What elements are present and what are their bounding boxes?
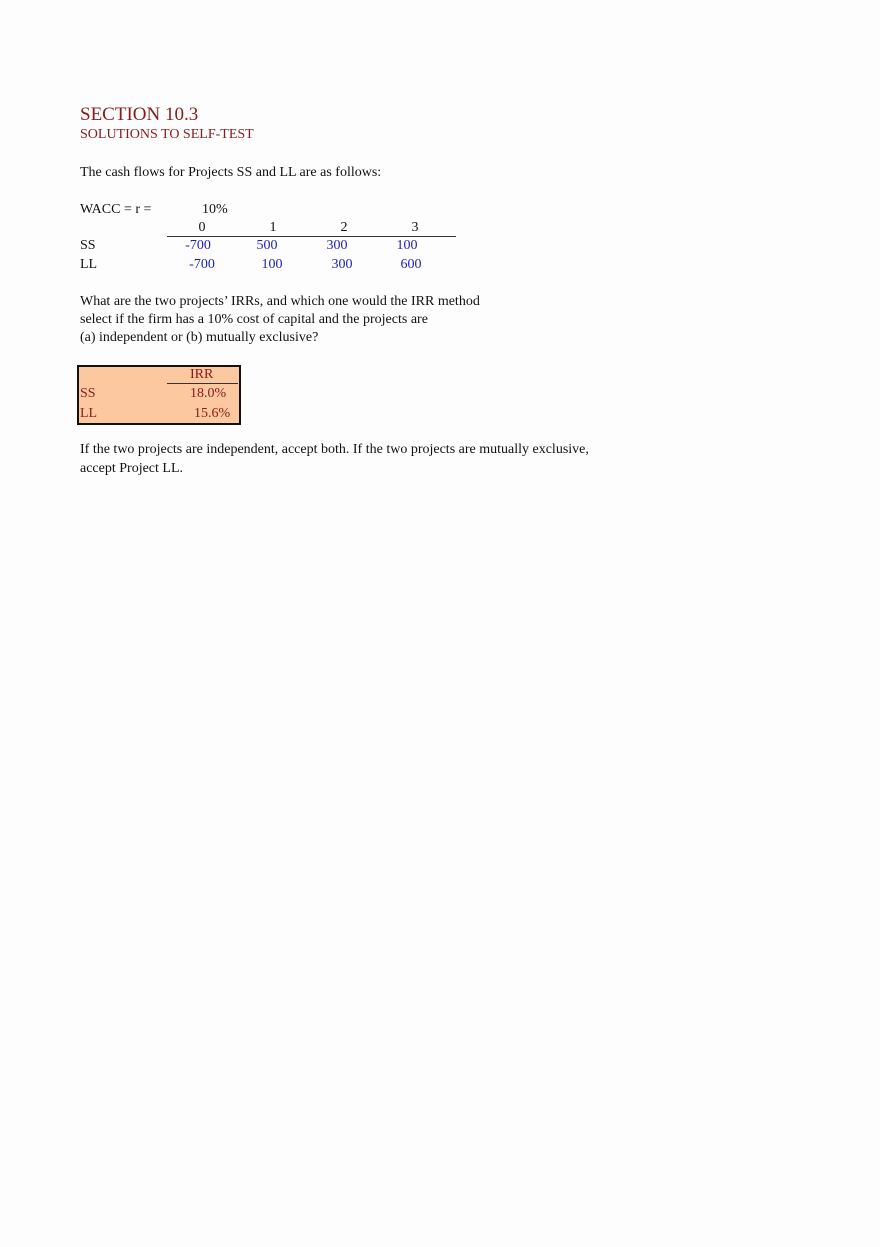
irr-row-label-ss: SS <box>80 386 96 401</box>
header-rule <box>167 236 456 237</box>
ll-cf-3: 600 <box>400 257 422 272</box>
section-subtitle: SOLUTIONS TO SELF-TEST <box>80 127 254 142</box>
ss-cf-3: 100 <box>396 238 418 253</box>
irr-value-ll: 15.6% <box>194 406 231 421</box>
row-label-ss: SS <box>80 238 96 253</box>
irr-row-label-ll: LL <box>80 406 98 421</box>
period-header-1: 1 <box>269 220 277 235</box>
irr-value-ss: 18.0% <box>190 386 227 401</box>
question-line-2: select if the firm has a 10% cost of capital and the projects are <box>80 312 428 327</box>
period-header-0: 0 <box>198 220 206 235</box>
irr-header-rule <box>167 383 238 384</box>
wacc-value: 10% <box>202 202 228 217</box>
answer-line-1: If the two projects are independent, accept both. If the two projects are mutually exclusive, <box>80 442 589 457</box>
ss-cf-2: 300 <box>326 238 348 253</box>
period-header-3: 3 <box>411 220 419 235</box>
question-line-1: What are the two projects’ IRRs, and which one would the IRR method <box>80 294 480 309</box>
period-header-2: 2 <box>340 220 348 235</box>
answer-line-2: accept Project LL. <box>80 461 184 476</box>
intro-text: The cash flows for Projects SS and LL are as follows: <box>80 165 382 180</box>
ll-cf-2: 300 <box>331 257 353 272</box>
ss-cf-0: -700 <box>185 238 211 253</box>
ll-cf-1: 100 <box>261 257 283 272</box>
section-title: SECTION 10.3 <box>80 104 199 125</box>
wacc-label: WACC = r = <box>80 202 152 217</box>
row-label-ll: LL <box>80 257 98 272</box>
question-line-3: (a) independent or (b) mutually exclusive? <box>80 330 319 345</box>
irr-header: IRR <box>190 367 214 382</box>
ss-cf-1: 500 <box>256 238 278 253</box>
ll-cf-0: -700 <box>189 257 215 272</box>
